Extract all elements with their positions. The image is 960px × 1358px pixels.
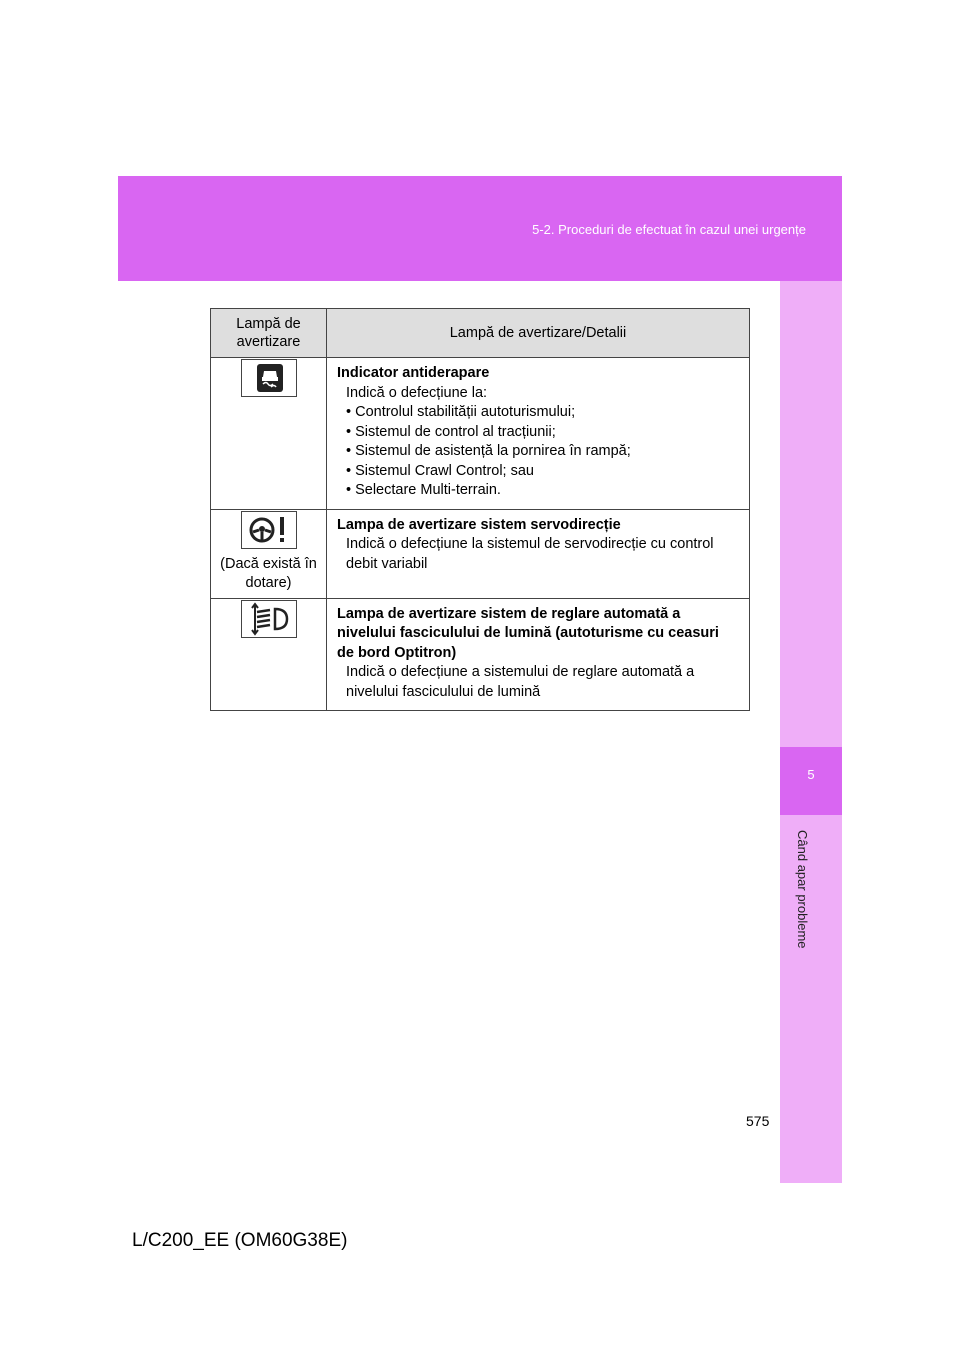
row-line: Indică o defecțiune a sistemului de reglare automată a nivelului fasciculului de lumină — [346, 664, 695, 700]
power-steering-warning-icon — [241, 511, 297, 549]
header-band — [118, 176, 842, 281]
icon-note: (Dacă există în dotare) — [220, 555, 317, 591]
row-line: • Sistemul de control al tracțiunii; — [346, 423, 556, 440]
warning-lamp-table — [210, 308, 750, 711]
row-line: • Sistemul de asistență la pornirea în rampă; — [346, 443, 631, 459]
table-row — [211, 598, 750, 711]
table-row — [211, 358, 750, 510]
table-row — [211, 509, 750, 598]
icon-cell — [211, 509, 327, 598]
chapter-label: Când apar probleme — [795, 830, 810, 949]
row-title: Lampa de avertizare sistem servodirecție — [337, 516, 621, 533]
table-header-row — [211, 309, 750, 358]
row-line: Indică o defecțiune la: — [346, 384, 488, 401]
row-line: Indică o defecțiune la sistemul de servodirecție cu control debit variabil — [346, 536, 714, 572]
headlight-leveling-warning-icon — [241, 600, 297, 638]
header-details: Lampă de avertizare/Detalii — [327, 309, 750, 358]
detail-cell — [327, 358, 750, 510]
page-number: 575 — [746, 1113, 770, 1129]
row-title: Indicator antiderapare — [337, 365, 490, 381]
side-tab — [780, 281, 842, 1183]
header-lamp: Lampă de avertizare — [211, 309, 327, 358]
detail-cell — [327, 598, 750, 711]
row-title: Lampa de avertizare sistem de reglare automată a nivelului fasciculului de lumină (autoturisme cu ceasuri de bord Optitron) — [337, 605, 719, 661]
chapter-tab — [780, 747, 842, 815]
icon-cell — [211, 598, 327, 711]
icon-cell — [211, 358, 327, 510]
row-line: • Sistemul Crawl Control; sau — [346, 462, 534, 479]
chapter-number: 5 — [807, 767, 815, 782]
row-line: • Selectare Multi-terrain. — [346, 482, 501, 498]
document-code: L/C200_EE (OM60G38E) — [132, 1230, 348, 1251]
slip-indicator-icon — [241, 359, 297, 397]
detail-cell — [327, 509, 750, 598]
section-title: 5-2. Proceduri de efectuat în cazul unei urgențe — [532, 222, 806, 237]
row-line: • Controlul stabilității autoturismului; — [346, 404, 576, 420]
